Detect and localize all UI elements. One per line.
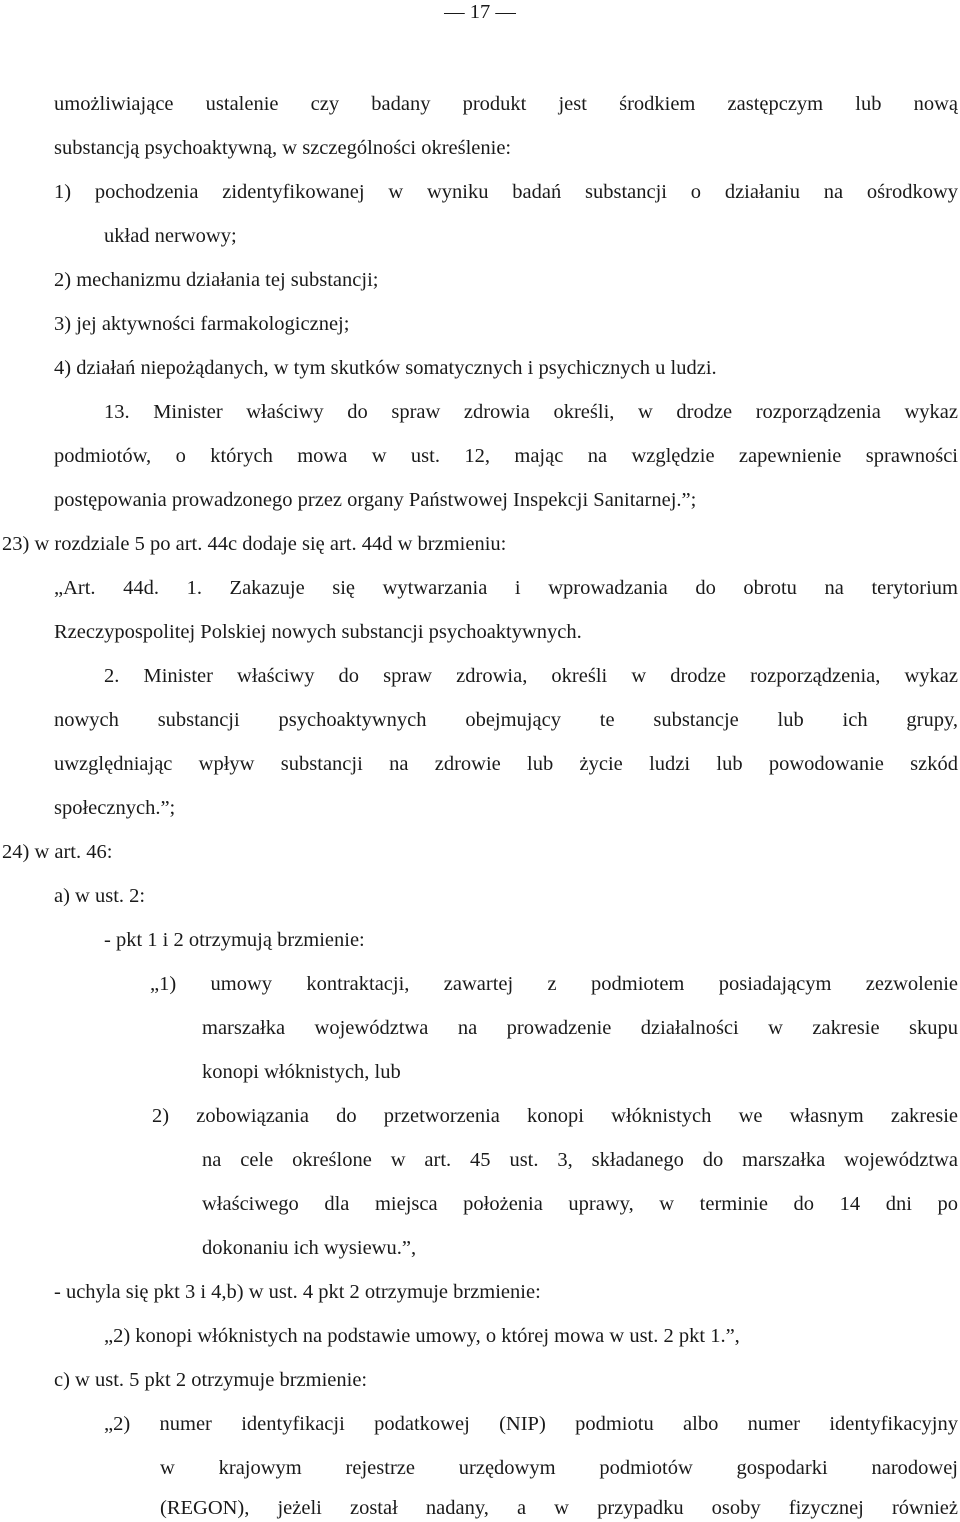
text-line: 2) mechanizmu działania tej substancji; xyxy=(54,269,379,291)
text-line: „1) umowy kontraktacji, zawartej z podmiotem posiadającym zezwolenie xyxy=(150,973,958,995)
text-line: 13. Minister właściwy do spraw zdrowia określi, w drodze rozporządzenia wykaz xyxy=(104,401,958,423)
text-line: Rzeczypospolitej Polskiej nowych substancji psychoaktywnych. xyxy=(54,621,582,643)
text-line: na cele określone w art. 45 ust. 3, składanego do marszałka województwa xyxy=(202,1149,958,1171)
text-line: dokonaniu ich wysiewu.”, xyxy=(202,1237,417,1259)
text-line: konopi włóknistych, lub xyxy=(202,1061,401,1083)
text-line: podmiotów, o których mowa w ust. 12, mając na względzie zapewnienie sprawności xyxy=(54,445,958,467)
text-line: „Art. 44d. 1. Zakazuje się wytwarzania i wprowadzania do obrotu na terytorium xyxy=(54,577,958,599)
text-line: „2) numer identyfikacji podatkowej (NIP) podmiotu albo numer identyfikacyjny xyxy=(104,1413,958,1435)
text-line: umożliwiające ustalenie czy badany produkt jest środkiem zastępczym lub nową xyxy=(54,93,958,115)
text-line: - pkt 1 i 2 otrzymują brzmienie: xyxy=(104,929,365,951)
text-line: 1) pochodzenia zidentyfikowanej w wyniku badań substancji o działaniu na ośrodkowy xyxy=(54,181,958,203)
text-line: układ nerwowy; xyxy=(104,225,237,247)
text-line: 3) jej aktywności farmakologicznej; xyxy=(54,313,350,335)
text-line: „2) konopi włóknistych na podstawie umowy, o której mowa w ust. 2 pkt 1.”, xyxy=(104,1325,740,1347)
text-line: - uchyla się pkt 3 i 4,b) w ust. 4 pkt 2 otrzymuje brzmienie: xyxy=(54,1281,541,1303)
page-number: — 17 — xyxy=(444,1,516,23)
text-line: postępowania prowadzonego przez organy Państwowej Inspekcji Sanitarnej.”; xyxy=(54,489,697,511)
text-line: 2. Minister właściwy do spraw zdrowia, określi w drodze rozporządzenia, wykaz xyxy=(104,665,958,687)
text-line: nowych substancji psychoaktywnych obejmujący te substancje lub ich grupy, xyxy=(54,709,958,731)
text-line: 2) zobowiązania do przetworzenia konopi włóknistych we własnym zakresie xyxy=(152,1105,958,1127)
text-line: (REGON), jeżeli został nadany, a w przypadku osoby fizycznej również xyxy=(160,1497,958,1519)
text-line: 24) w art. 46: xyxy=(2,841,113,863)
text-line: 23) w rozdziale 5 po art. 44c dodaje się art. 44d w brzmieniu: xyxy=(2,533,507,555)
text-line: uwzględniając wpływ substancji na zdrowie lub życie ludzi lub powodowanie szkód xyxy=(54,753,958,775)
text-line: marszałka województwa na prowadzenie działalności w zakresie skupu xyxy=(202,1017,958,1039)
text-line: substancją psychoaktywną, w szczególności określenie: xyxy=(54,137,512,159)
text-line: a) w ust. 2: xyxy=(54,885,146,907)
text-line: właściwego dla miejsca położenia uprawy, w terminie do 14 dni po xyxy=(202,1193,958,1215)
text-line: w krajowym rejestrze urzędowym podmiotów gospodarki narodowej xyxy=(160,1457,958,1479)
text-line: społecznych.”; xyxy=(54,797,176,819)
text-line: 4) działań niepożądanych, w tym skutków somatycznych i psychicznych u ludzi. xyxy=(54,357,717,379)
text-line: c) w ust. 5 pkt 2 otrzymuje brzmienie: xyxy=(54,1369,368,1391)
